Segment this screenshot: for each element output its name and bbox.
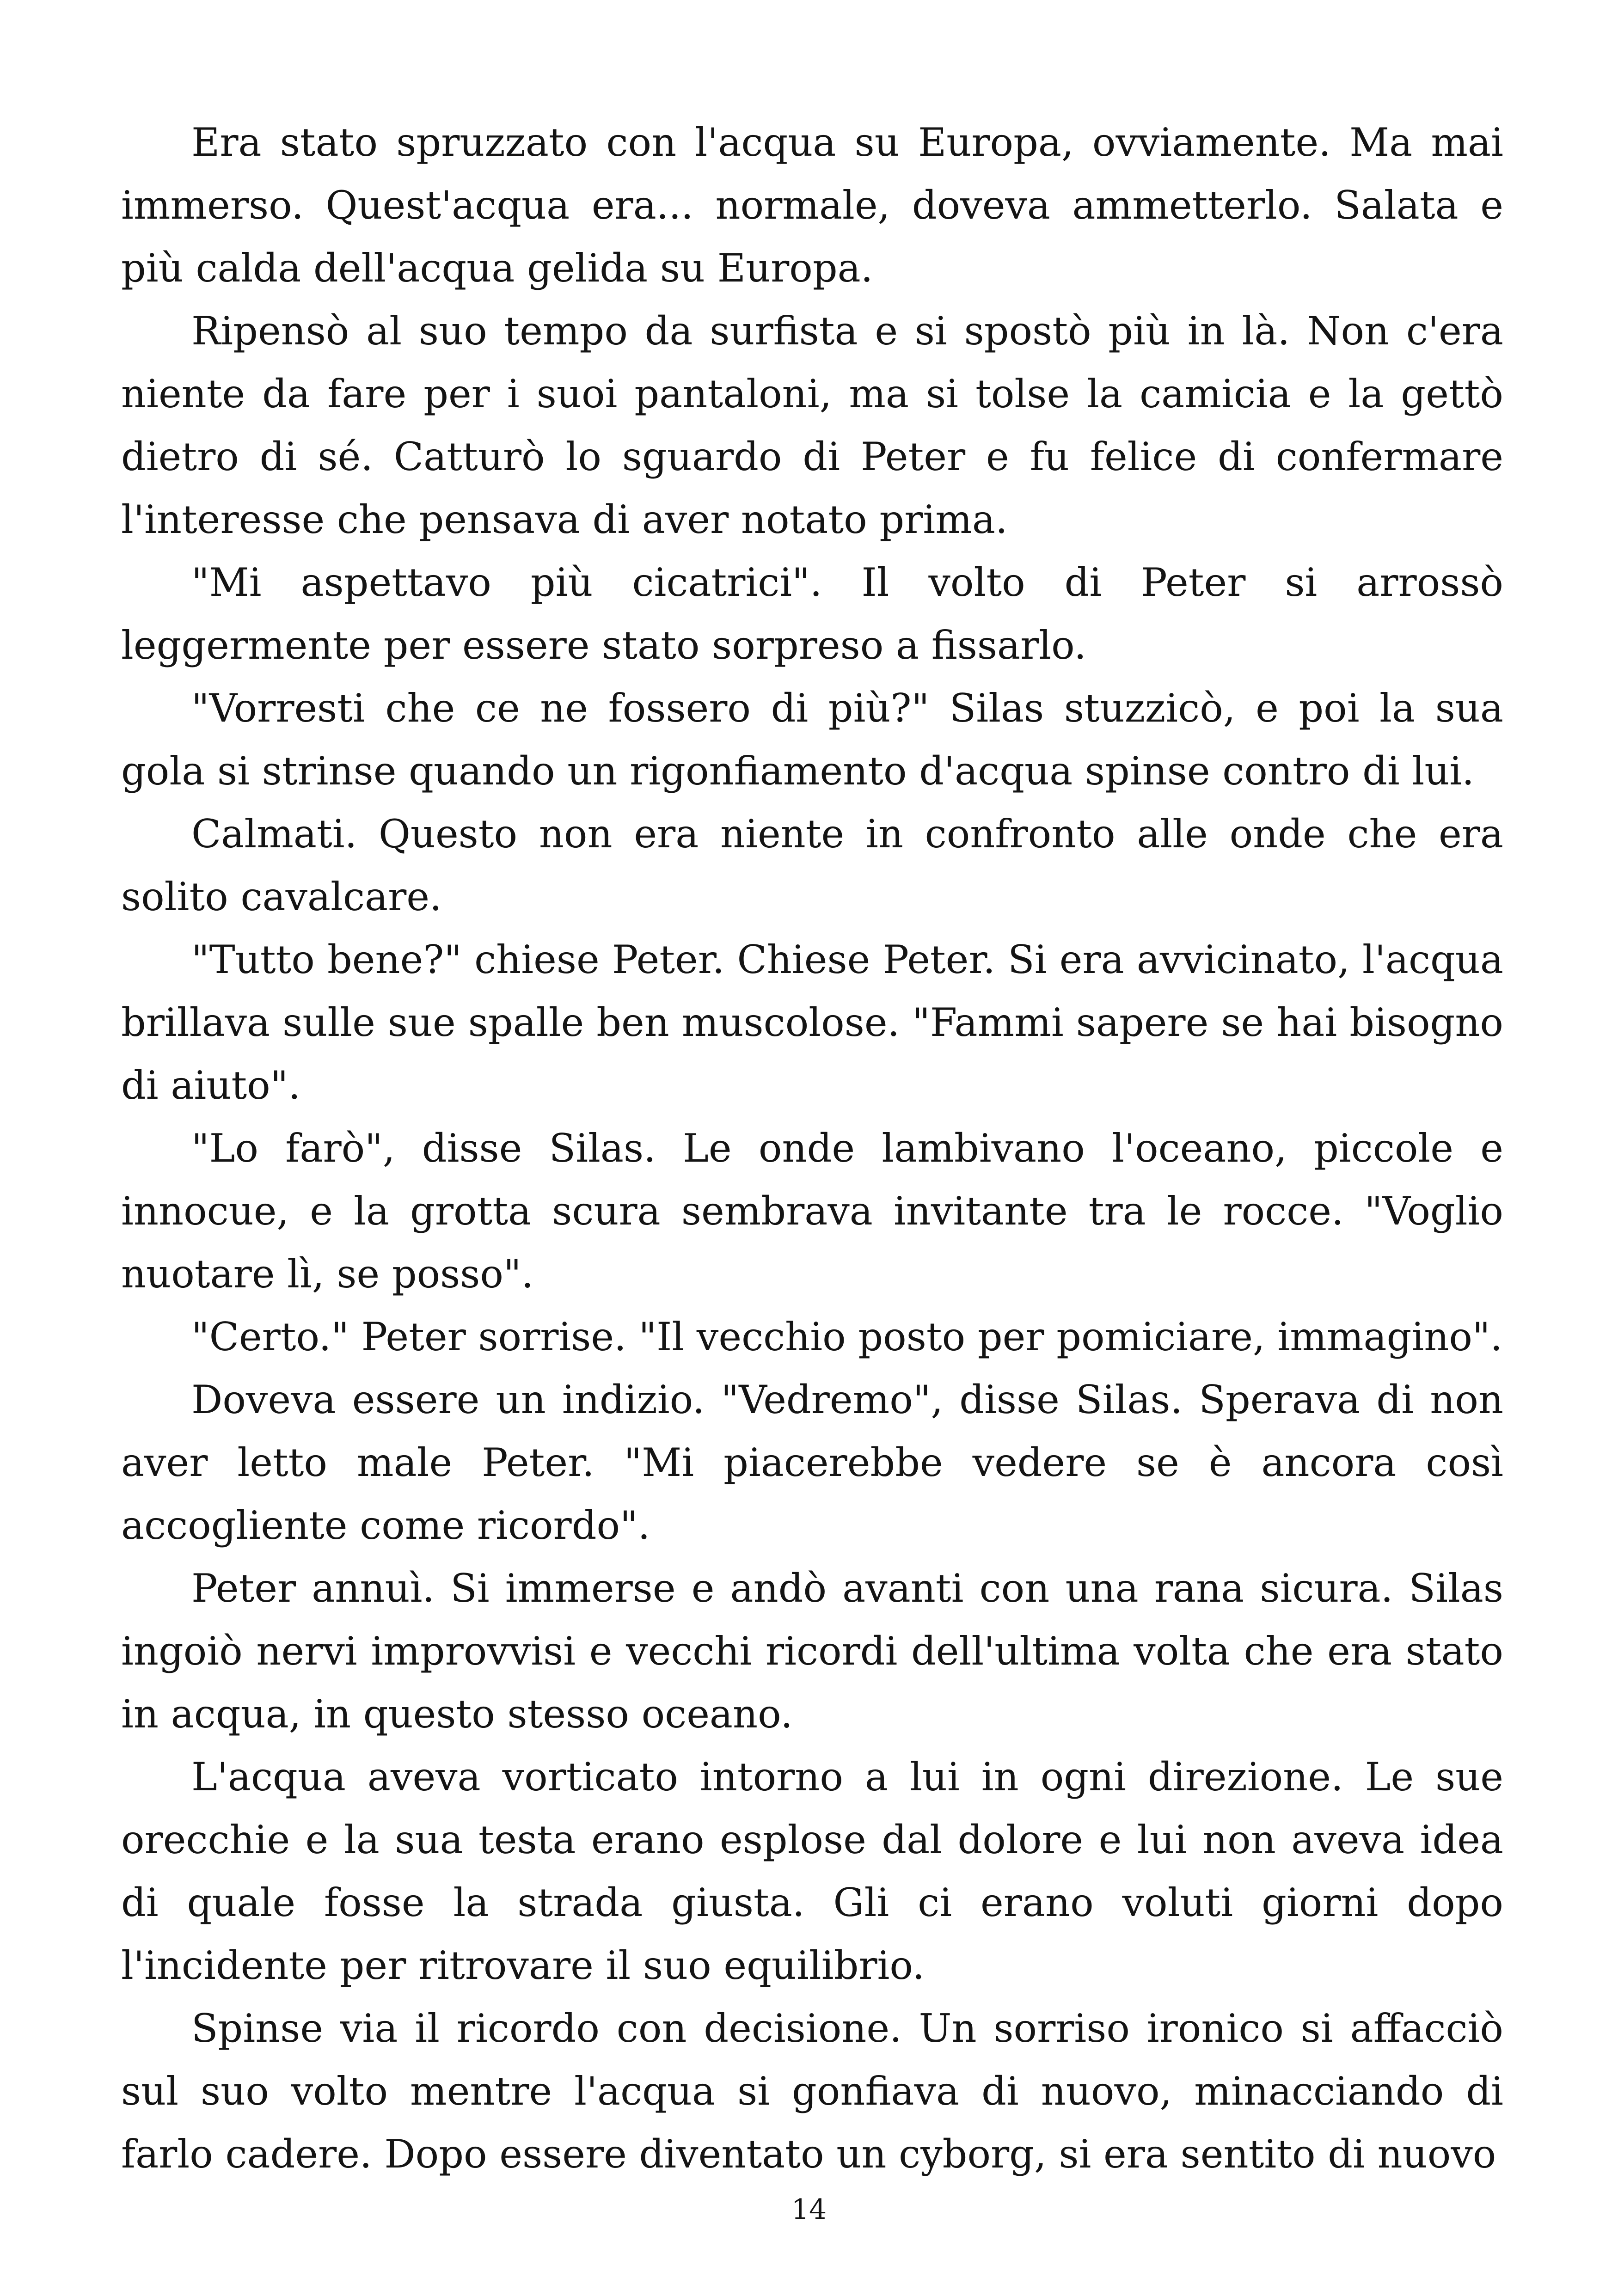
paragraph: Doveva essere un indizio. "Vedremo", disse Silas. Sperava di non aver letto male Peter. "Mi piacerebbe vedere se è ancora così accogliente come ricordo".	[121, 1377, 1503, 1548]
paragraph: Ripensò al suo tempo da surfista e si spostò più in là. Non c'era niente da fare per i suoi pantaloni, ma si tolse la camicia e la gettò dietro di sé. Catturò lo sguardo di Peter e fu felice di confermare l'interesse che pensava di aver notato prima.	[121, 308, 1503, 542]
paragraph: Calmati. Questo non era niente in confronto alle onde che era solito cavalcare.	[121, 811, 1503, 919]
paragraph: "Certo." Peter sorrise. "Il vecchio posto per pomiciare, immagino".	[191, 1314, 1503, 1359]
paragraph: "Tutto bene?" chiese Peter. Chiese Peter. Si era avvicinato, l'acqua brillava sulle sue spalle ben muscolose. "Fammi sapere se hai bisogno di aiuto".	[121, 937, 1503, 1108]
paragraph: L'acqua aveva vorticato intorno a lui in ogni direzione. Le sue orecchie e la sua testa erano esplose dal dolore e lui non aveva idea di quale fosse la strada giusta. Gli ci erano voluti giorni dopo l'incidente per ritrovare il suo equilibrio.	[121, 1754, 1503, 1988]
paragraph: "Mi aspettavo più cicatrici". Il volto di Peter si arrossò leggermente per essere stato sorpreso a fissarlo.	[121, 560, 1503, 668]
paragraph: "Lo farò", disse Silas. Le onde lambivano l'oceano, piccole e innocue, e la grotta scura sembrava invitante tra le rocce. "Voglio nuotare lì, se posso".	[121, 1126, 1503, 1297]
body-text	[121, 111, 1503, 2186]
page-number: 14	[791, 2193, 827, 2226]
paragraph: "Vorresti che ce ne fossero di più?" Silas stuzzicò, e poi la sua gola si strinse quando un rigonfiamento d'acqua spinse contro di lui.	[121, 686, 1503, 794]
paragraph: Peter annuì. Si immerse e andò avanti con una rana sicura. Silas ingoiò nervi improvvisi e vecchi ricordi dell'ultima volta che era stato in acqua, in questo stesso oceano.	[121, 1566, 1503, 1737]
paragraph: Spinse via il ricordo con decisione. Un sorriso ironico si affacciò sul suo volto mentre l'acqua si gonfiava di nuovo, minacciando di farlo cadere. Dopo essere diventato un cyborg, si era sentito di nuovo	[121, 2006, 1503, 2177]
paragraph: Era stato spruzzato con l'acqua su Europa, ovviamente. Ma mai immerso. Quest'acqua era... normale, doveva ammetterlo. Salata e più calda dell'acqua gelida su Europa.	[121, 120, 1503, 291]
